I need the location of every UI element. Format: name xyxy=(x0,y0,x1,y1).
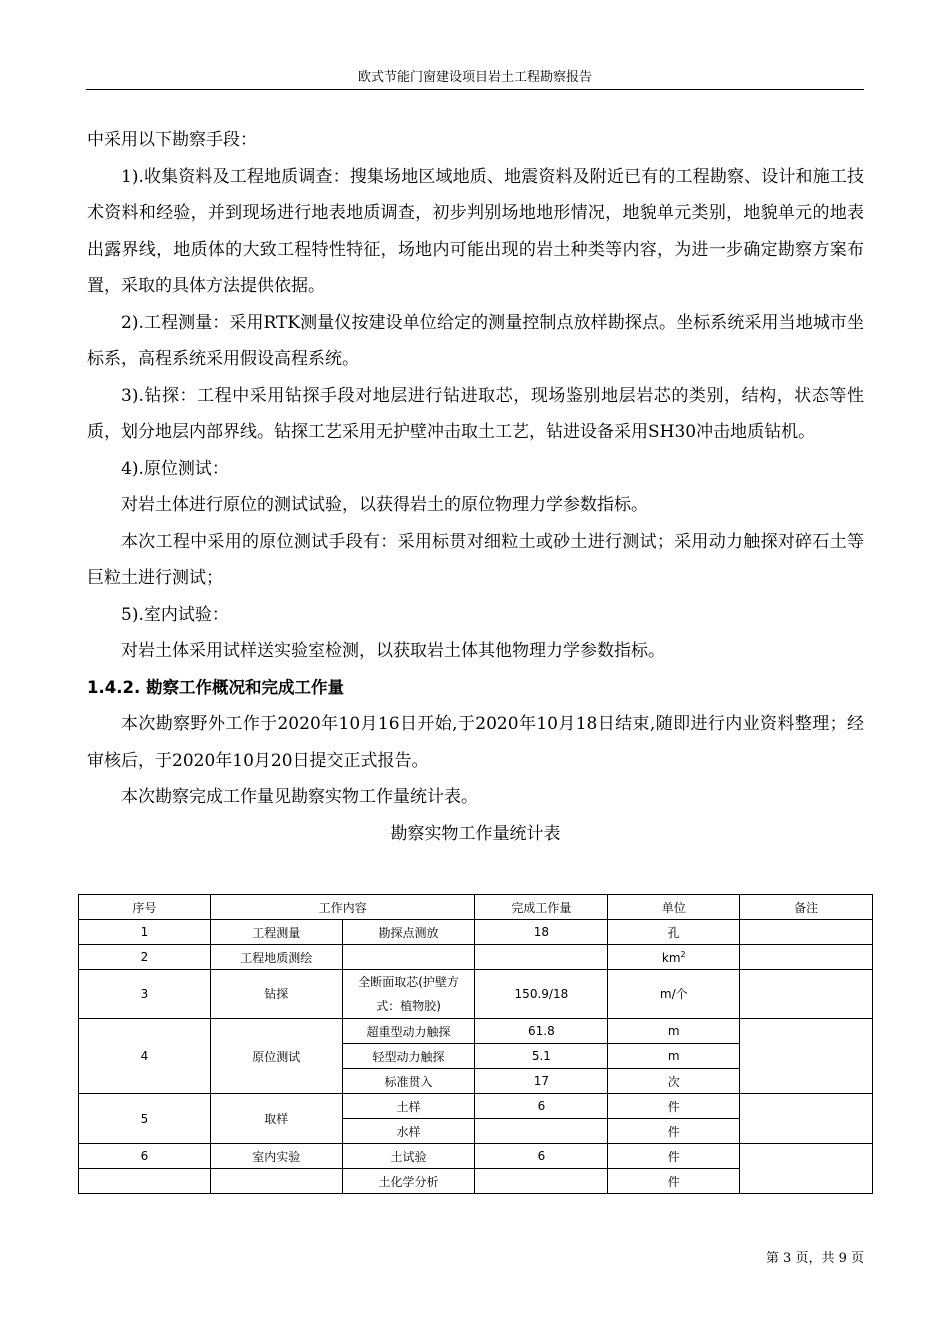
cell-note xyxy=(740,945,873,970)
cell-content: 钻探 xyxy=(210,970,342,1019)
cell-unit: m/个 xyxy=(608,970,740,1019)
table-row xyxy=(79,1144,873,1169)
cell-no: 3 xyxy=(79,970,211,1019)
cell-content: 工程测量 xyxy=(210,920,342,945)
paragraph: 5).室内试验： xyxy=(121,604,229,625)
section-heading: 1.4.2. 勘察工作概况和完成工作量 xyxy=(87,677,344,697)
cell-line: 式：植物胶) xyxy=(376,999,441,1013)
cell-unit: 件 xyxy=(608,1144,740,1169)
cell-subcontent: 水样 xyxy=(342,1119,475,1144)
cell-unit: 件 xyxy=(608,1169,740,1194)
paragraph: 中采用以下勘察手段： xyxy=(87,130,257,150)
cell-subcontent xyxy=(342,970,475,1019)
cell-qty: 6 xyxy=(475,1094,608,1119)
cell-no: 5 xyxy=(79,1094,211,1144)
paragraph: 4).原位测试： xyxy=(121,458,229,479)
cell-subcontent: 土化学分析 xyxy=(342,1169,475,1194)
header-qty: 完成工作量 xyxy=(475,895,608,920)
table-row xyxy=(79,1019,873,1044)
cell-note xyxy=(740,1019,873,1094)
cell-qty: 150.9/18 xyxy=(475,970,608,1019)
paragraph: 本次工程中采用的原位测试手段有：采用标贯对细粒土或砂土进行测试；采用动力触探对碎石土等巨粒土进行测试； xyxy=(87,531,864,588)
cell-note xyxy=(740,1094,873,1144)
cell-no: 4 xyxy=(79,1019,211,1094)
table-caption: 勘察实物工作量统计表 xyxy=(390,823,561,844)
paragraph: 对岩土体进行原位的测试试验，以获得岩土的原位物理力学参数指标。 xyxy=(121,495,648,515)
paragraph: 对岩土体采用试样送实验室检测，以获取岩土体其他物理力学参数指标。 xyxy=(121,641,665,661)
header-content: 工作内容 xyxy=(210,895,475,920)
cell-unit: m xyxy=(608,1019,740,1044)
cell-qty xyxy=(475,1169,608,1194)
table-row xyxy=(79,970,873,1019)
cell-qty xyxy=(475,945,608,970)
cell-qty xyxy=(475,1119,608,1144)
page-number: 第 3 页，共 9 页 xyxy=(765,1251,864,1266)
cell-qty: 17 xyxy=(475,1069,608,1094)
cell-content xyxy=(210,1169,342,1194)
cell-unit: m xyxy=(608,1044,740,1069)
page-header: 欧式节能门窗建设项目岩土工程勘察报告 xyxy=(86,66,864,90)
paragraph: 本次勘察完成工作量见勘察实物工作量统计表。 xyxy=(121,787,478,807)
cell-subcontent: 轻型动力触探 xyxy=(342,1044,475,1069)
table-row xyxy=(79,920,873,945)
paragraph: 3).钻探：工程中采用钻探手段对地层进行钻进取芯，现场鉴别地层岩芯的类别，结构，状态等性质，划分地层内部界线。钻探工艺采用无护壁冲击取土工艺，钻进设备采用SH30冲击地质钻机。 xyxy=(87,385,864,442)
paragraph: 本次勘察野外工作于2020年10月16日开始,于2020年10月18日结束,随即进行内业资料整理；经审核后，于2020年10月20日提交正式报告。 xyxy=(87,714,864,771)
cell-note xyxy=(740,970,873,1019)
cell-qty: 5.1 xyxy=(475,1044,608,1069)
cell-content: 工程地质测绘 xyxy=(210,945,342,970)
header-unit: 单位 xyxy=(608,895,740,920)
cell-unit: 件 xyxy=(608,1119,740,1144)
cell-qty: 61.8 xyxy=(475,1019,608,1044)
cell-subcontent: 超重型动力触探 xyxy=(342,1019,475,1044)
cell-subcontent: 土试验 xyxy=(342,1144,475,1169)
unit-superscript: 2 xyxy=(680,949,686,959)
cell-no: 1 xyxy=(79,920,211,945)
cell-unit: 次 xyxy=(608,1069,740,1094)
cell-content: 室内实验 xyxy=(210,1144,342,1169)
header-note: 备注 xyxy=(740,895,873,920)
cell-note xyxy=(740,920,873,945)
cell-subcontent xyxy=(342,945,475,970)
cell-note xyxy=(740,1144,873,1194)
table-row xyxy=(79,945,873,970)
table-row xyxy=(79,1094,873,1119)
cell-unit: 孔 xyxy=(608,920,740,945)
cell-no xyxy=(79,1169,211,1194)
cell-content: 取样 xyxy=(210,1094,342,1144)
table-header-row xyxy=(79,895,873,920)
cell-qty: 18 xyxy=(475,920,608,945)
cell-unit: 件 xyxy=(608,1094,740,1119)
cell-line: 全断面取芯(护壁方 xyxy=(358,975,459,989)
cell-content: 原位测试 xyxy=(210,1019,342,1094)
cell-unit xyxy=(608,945,740,970)
cell-qty: 6 xyxy=(475,1144,608,1169)
body-text xyxy=(87,122,864,852)
paragraph: 2).工程测量：采用RTK测量仪按建设单位给定的测量控制点放样勘探点。坐标系统采用当地城市坐标系，高程系统采用假设高程系统。 xyxy=(87,312,864,369)
workload-table xyxy=(78,894,873,1194)
paragraph: 1).收集资料及工程地质调查：搜集场地区域地质、地震资料及附近已有的工程勘察、设计和施工技术资料和经验，并到现场进行地表地质调查，初步判别场地地形情况，地貌单元类别，地貌单元的地表出露界线，地质体的大致工程特性特征，场地内可能出现的岩土种类等内容，为进一步确定勘察方案布置，采取的具体方法提供依据。 xyxy=(87,166,864,296)
unit-text: km xyxy=(661,950,681,965)
cell-subcontent: 勘探点测放 xyxy=(342,920,475,945)
cell-subcontent: 土样 xyxy=(342,1094,475,1119)
cell-no: 2 xyxy=(79,945,211,970)
header-no: 序号 xyxy=(79,895,211,920)
cell-subcontent: 标准贯入 xyxy=(342,1069,475,1094)
cell-no: 6 xyxy=(79,1144,211,1169)
